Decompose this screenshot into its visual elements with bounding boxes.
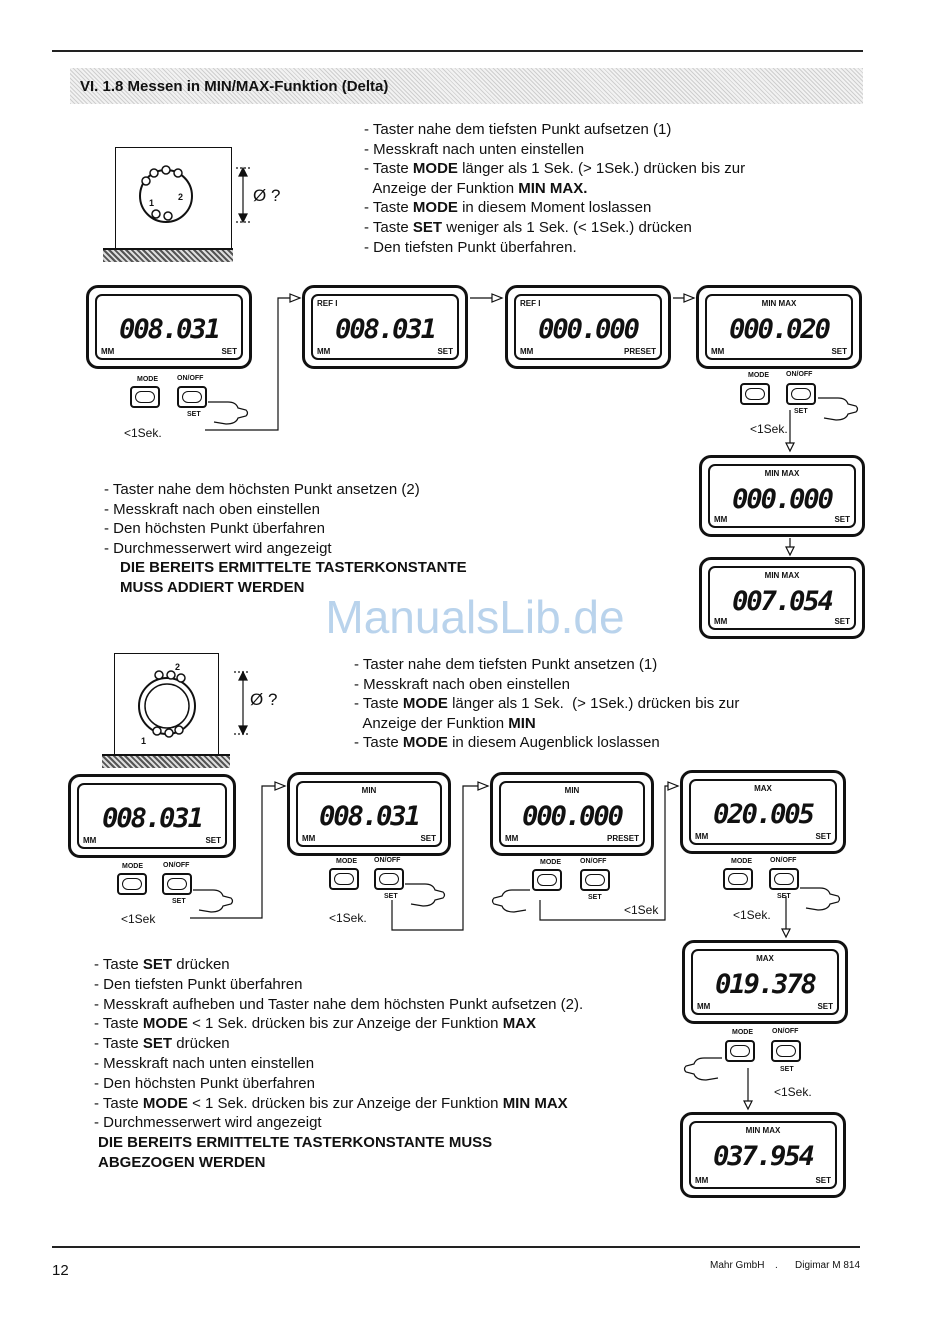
press-duration-label: <1Sek. [750, 422, 788, 436]
probe-point-label-2: 2 [175, 662, 181, 672]
step-line: - Taste MODE < 1 Sek. drücken bis zur Anzeige der Funktion MAX [94, 1015, 537, 1033]
status-label: SET [815, 1176, 831, 1185]
step-line: - Messkraft aufheben und Taster nahe dem höchsten Punkt aufsetzen (2). [94, 995, 584, 1013]
probe-point-label-2: 2 [178, 192, 184, 202]
unit-label: MM [714, 515, 728, 524]
display-value: 008.031 [335, 314, 435, 345]
section-title: VI. 1.8 Messen in MIN/MAX-Funktion (Delta) [80, 78, 389, 95]
set-button-label: SET [777, 893, 791, 900]
footer-separator: . [775, 1260, 778, 1271]
step-line: - Messkraft nach oben einstellen [354, 675, 570, 693]
bottom-rule [52, 1246, 860, 1248]
unit-label: MM [101, 347, 115, 356]
press-duration-label: <1Sek. [124, 426, 162, 440]
status-label: SET [815, 832, 831, 841]
mode-button-label: MODE [137, 376, 158, 383]
mode-label: MIN MAX [764, 469, 800, 478]
mode-label: MIN MAX [764, 571, 800, 580]
status-label: SET [205, 836, 221, 845]
unit-label: MM [697, 1002, 711, 1011]
mode-button-label: MODE [732, 1029, 753, 1036]
status-label: PRESET [623, 347, 656, 356]
unit-label: MM [317, 347, 331, 356]
step-line: - Taste MODE in diesem Augenblick loslassen [354, 734, 660, 752]
mode-label: MIN MAX [761, 299, 797, 308]
press-duration-label: <1Sek. [329, 911, 367, 925]
mode-label: REF I [317, 299, 338, 308]
step-line: - Messkraft nach unten einstellen [94, 1054, 315, 1072]
note-caps: MUSS ADDIERT WERDEN [120, 578, 305, 596]
page-number: 12 [52, 1262, 69, 1279]
status-label: SET [221, 347, 237, 356]
onoff-button-label: ON/OFF [177, 375, 204, 382]
status-label: SET [817, 1002, 833, 1011]
set-button-label: SET [187, 411, 201, 418]
step-line: Anzeige der Funktion MIN [354, 714, 536, 732]
note-caps: ABGEZOGEN WERDEN [98, 1153, 266, 1171]
step-line: - Den höchsten Punkt überfahren [94, 1074, 315, 1092]
press-duration-label: <1Sek. [774, 1085, 812, 1099]
note-caps: DIE BEREITS ERMITTELTE TASTERKONSTANTE MUSS [98, 1134, 493, 1152]
unit-label: MM [714, 617, 728, 626]
step-line: - Den höchsten Punkt überfahren [104, 520, 325, 538]
display-value: 008.031 [319, 801, 419, 832]
unit-label: MM [83, 836, 97, 845]
status-label: SET [420, 834, 436, 843]
unit-label: MM [302, 834, 316, 843]
footer-company: Mahr GmbH [710, 1260, 765, 1271]
set-button-label: SET [172, 898, 186, 905]
mode-button-label: MODE [731, 858, 752, 865]
step-line: - Taster nahe dem höchsten Punkt ansetzen (2) [104, 481, 420, 498]
status-label: SET [831, 347, 847, 356]
note-caps: DIE BEREITS ERMITTELTE TASTERKONSTANTE [120, 559, 467, 577]
unit-label: MM [505, 834, 519, 843]
display-value: 008.031 [102, 803, 202, 834]
step-line: - Messkraft nach unten einstellen [364, 140, 585, 158]
display-value: 000.000 [522, 801, 622, 832]
onoff-button-label: ON/OFF [770, 857, 797, 864]
step-line: - Taste MODE < 1 Sek. drücken bis zur Anzeige der Funktion MIN MAX [94, 1094, 568, 1112]
mode-label: MAX [756, 954, 774, 963]
step-line: - Taste MODE länger als 1 Sek. (> 1Sek.) drücken bis zur [354, 695, 740, 713]
probe-point-label-1: 1 [149, 198, 155, 208]
onoff-button-label: ON/OFF [580, 858, 607, 865]
set-button-label: SET [588, 894, 602, 901]
mode-button-label: MODE [336, 858, 357, 865]
watermark: ManualsLib.de [325, 591, 625, 643]
display-value: 020.005 [713, 799, 813, 830]
step-line: - Taste SET drücken [94, 1035, 230, 1053]
mode-button-label: MODE [540, 859, 561, 866]
probe-point-label-1: 1 [141, 736, 147, 746]
mode-label: MIN [361, 786, 377, 795]
step-line: - Taste MODE in diesem Moment loslassen [364, 199, 652, 217]
step-line: - Durchmesserwert wird angezeigt [94, 1114, 322, 1132]
press-duration-label: <1Sek [121, 912, 156, 926]
step-line: - Taste SET weniger als 1 Sek. (< 1Sek.) drücken [364, 218, 692, 236]
mode-label: MIN [564, 786, 580, 795]
status-label: PRESET [606, 834, 639, 843]
step-line: - Messkraft nach oben einstellen [104, 500, 320, 518]
mode-label: MIN MAX [745, 1126, 781, 1135]
status-label: SET [437, 347, 453, 356]
press-duration-label: <1Sek. [733, 908, 771, 922]
display-value: 008.031 [119, 314, 219, 345]
display-value: 007.054 [732, 586, 832, 617]
display-value: 000.000 [538, 314, 638, 345]
step-line: - Taster nahe dem tiefsten Punkt ansetzen (1) [354, 656, 658, 673]
onoff-button-label: ON/OFF [163, 862, 190, 869]
step-line: Anzeige der Funktion MIN MAX. [364, 179, 588, 197]
set-button-label: SET [780, 1066, 794, 1073]
unit-label: MM [711, 347, 725, 356]
unit-label: MM [520, 347, 534, 356]
display-value: 037.954 [713, 1141, 813, 1172]
step-line: - Den tiefsten Punkt überfahren [94, 975, 303, 993]
display-value: 000.020 [729, 314, 829, 345]
step-line: - Taster nahe dem tiefsten Punkt aufsetzen (1) [364, 121, 672, 138]
diameter-label-2: Ø ? [250, 690, 278, 709]
step-line: - Taste SET drücken [94, 956, 230, 973]
onoff-button-label: ON/OFF [374, 857, 401, 864]
footer-product: Digimar M 814 [795, 1260, 861, 1271]
set-button-label: SET [794, 408, 808, 415]
mode-label: MAX [754, 784, 772, 793]
step-line: - Durchmesserwert wird angezeigt [104, 539, 332, 557]
onoff-button-label: ON/OFF [786, 371, 813, 378]
unit-label: MM [695, 832, 709, 841]
diameter-label-1: Ø ? [253, 186, 281, 205]
display-value: 000.000 [732, 484, 832, 515]
onoff-button-label: ON/OFF [772, 1028, 799, 1035]
step-line: - Den tiefsten Punkt überfahren. [364, 238, 577, 256]
status-label: SET [834, 515, 850, 524]
press-duration-label: <1Sek [624, 903, 659, 917]
pointing-hand-icon [193, 398, 858, 1080]
set-button-label: SET [384, 893, 398, 900]
unit-label: MM [695, 1176, 709, 1185]
mode-button-label: MODE [748, 372, 769, 379]
display-value: 019.378 [715, 969, 815, 1000]
step-line: - Taste MODE länger als 1 Sek. (> 1Sek.) drücken bis zur [364, 160, 746, 178]
status-label: SET [834, 617, 850, 626]
mode-button-label: MODE [122, 863, 143, 870]
mode-label: REF I [520, 299, 541, 308]
